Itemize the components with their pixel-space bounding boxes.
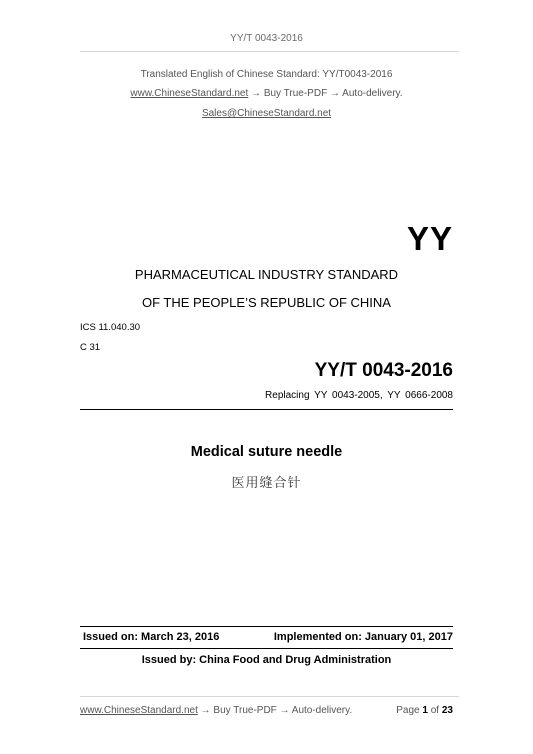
footer-buy-text: → Buy True-PDF → Auto-delivery. xyxy=(200,705,353,716)
cover-divider-top xyxy=(80,409,453,410)
footer-site-link[interactable]: www.ChineseStandard.net xyxy=(80,705,198,716)
issued-on: Issued on: March 23, 2016 xyxy=(83,631,220,643)
page-total: 23 xyxy=(441,705,453,716)
page-current: 1 xyxy=(422,705,428,716)
purchase-line xyxy=(0,88,533,99)
footer-divider xyxy=(80,696,459,697)
implemented-on: Implemented on: January 01, 2017 xyxy=(273,631,453,643)
email-link[interactable]: Sales@ChineseStandard.net xyxy=(201,108,332,119)
page-label: Page xyxy=(396,705,420,716)
site-link[interactable]: www.ChineseStandard.net xyxy=(130,88,249,99)
issued-by: Issued by: China Food and Drug Administration xyxy=(141,654,392,666)
ics-code: ICS 11.040.30 xyxy=(80,322,141,333)
document-title-cn: 医用缝合针 xyxy=(231,475,302,490)
email-line xyxy=(0,108,533,119)
ccs-code: C 31 xyxy=(80,342,101,353)
dates-divider-bottom xyxy=(80,648,453,649)
running-header-title: YY/T 0043-2016 xyxy=(230,33,303,44)
header-divider xyxy=(80,51,459,52)
page-number xyxy=(396,705,453,716)
replacing-note: Replacing YY 0043-2005, YY 0666-2008 xyxy=(265,390,453,401)
standard-logo-code: YY xyxy=(406,220,453,257)
standard-type-line1: PHARMACEUTICAL INDUSTRY STANDARD xyxy=(134,267,399,282)
standard-type-line2: OF THE PEOPLE’S REPUBLIC OF CHINA xyxy=(142,295,391,310)
translated-line: Translated English of Chinese Standard: YY/T0043-2016 xyxy=(140,69,393,80)
page-of: of xyxy=(430,705,440,716)
dates-divider-top xyxy=(80,626,453,627)
document-title-en: Medical suture needle xyxy=(190,444,343,460)
footer-purchase xyxy=(80,705,352,716)
standard-number: YY/T 0043-2016 xyxy=(314,360,453,381)
buy-text: → Buy True-PDF → Auto-delivery. xyxy=(251,88,403,99)
